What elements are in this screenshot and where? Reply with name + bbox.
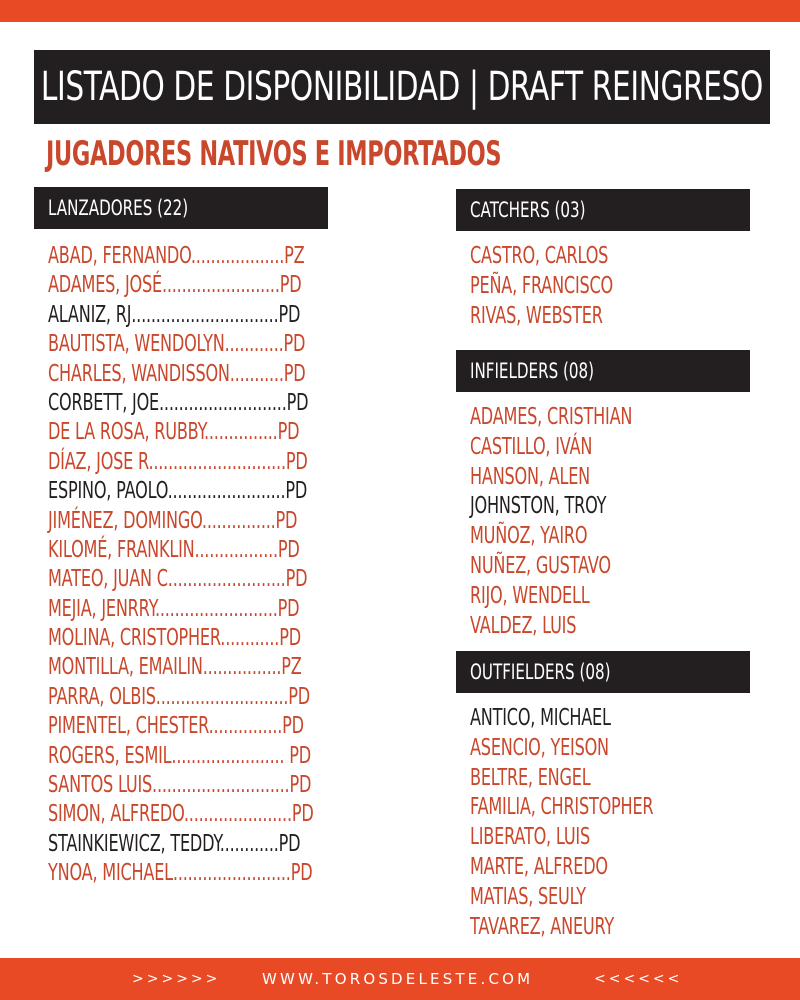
player-name: MONTILLA, EMAILIN................PZ [48, 654, 302, 681]
player-name: MEJIA, JENRRY.........................PD [48, 595, 300, 622]
title-banner [34, 50, 770, 124]
catchers-list [470, 242, 770, 331]
player-name: ROGERS, ESMIL....................... PD [48, 742, 311, 769]
player-name: TAVAREZ, ANEURY [470, 913, 615, 940]
player-name: CASTRO, CARLOS [470, 243, 609, 269]
player-name: DÍAZ, JOSE R............................PD [48, 448, 308, 475]
player-name: YNOA, MICHAEL........................PD [48, 860, 313, 887]
player-name: LIBERATO, LUIS [470, 824, 590, 851]
player-name: ADAMES, CRISTHIAN [470, 404, 633, 430]
player-name: ANTICO, MICHAEL [470, 705, 611, 731]
infielders-list [470, 403, 770, 641]
player-name: JOHNSTON, TROY [470, 493, 607, 520]
footer-website-link[interactable]: WWW.TOROSDELESTE.COM [262, 970, 534, 988]
player-name: PEÑA, FRANCISCO [470, 272, 614, 299]
player-name: PARRA, OLBIS...........................PD [48, 683, 310, 710]
player-name: MUÑOZ, YAIRO [470, 523, 588, 550]
section-label-infielders: INFIELDERS (08) [470, 359, 595, 383]
pitchers-list [48, 242, 348, 889]
player-name: MARTE, ALFREDO [470, 853, 608, 880]
footer-arrows-left: >>>>>> [132, 971, 221, 987]
player-name: CORBETT, JOE..........................PD [48, 389, 309, 416]
player-name: DE LA ROSA, RUBBY...............PD [48, 419, 300, 446]
section-label-pitchers: LANZADORES (22) [48, 196, 189, 220]
section-header-outfielders [456, 651, 750, 693]
player-name: SIMON, ALFREDO......................PD [48, 801, 314, 828]
player-name: KILOMÉ, FRANKLIN.................PD [48, 536, 300, 563]
section-label-outfielders: OUTFIELDERS (08) [470, 660, 611, 684]
player-name: BAUTISTA, WENDOLYN............PD [48, 331, 306, 358]
player-name: ABAD, FERNANDO...................PZ [48, 243, 305, 269]
section-header-pitchers [34, 187, 328, 229]
page-title: LISTADO DE DISPONIBILIDAD | DRAFT REINGRESO [40, 64, 764, 110]
player-name: BELTRE, ENGEL [470, 764, 591, 791]
player-name: RIVAS, WEBSTER [470, 302, 603, 329]
player-name: SANTOS LUIS............................PD [48, 772, 312, 799]
section-header-catchers [456, 189, 750, 231]
player-name: VALDEZ, LUIS [470, 612, 577, 639]
footer-bar [0, 958, 800, 1000]
player-name: ASENCIO, YEISON [470, 734, 609, 761]
page-subtitle: JUGADORES NATIVOS E IMPORTADOS [46, 134, 502, 174]
player-name: ESPINO, PAOLO........................PD [48, 478, 308, 505]
player-name: NUÑEZ, GUSTAVO [470, 552, 611, 579]
player-name: ALANIZ, RJ..............................PD [48, 301, 301, 328]
player-name: PIMENTEL, CHESTER...............PD [48, 713, 304, 740]
player-name: MOLINA, CRISTOPHER............PD [48, 625, 301, 652]
section-header-infielders [456, 350, 750, 392]
player-name: MATEO, JUAN C........................PD [48, 566, 308, 593]
outfielders-list [470, 704, 770, 942]
player-name: STAINKIEWICZ, TEDDY............PD [48, 830, 301, 857]
player-name: CASTILLO, IVÁN [470, 433, 593, 460]
section-label-catchers: CATCHERS (03) [470, 198, 586, 222]
player-name: FAMILIA, CHRISTOPHER [470, 794, 654, 821]
top-accent-bar [0, 0, 800, 22]
player-name: ADAMES, JOSÉ........................PD [48, 272, 302, 299]
player-name: RIJO, WENDELL [470, 582, 590, 609]
player-name: CHARLES, WANDISSON...........PD [48, 360, 306, 387]
footer-arrows-right: <<<<<< [594, 971, 683, 987]
player-name: MATIAS, SEULY [470, 883, 586, 910]
player-name: JIMÉNEZ, DOMINGO...............PD [48, 507, 298, 534]
player-name: HANSON, ALEN [470, 463, 591, 490]
